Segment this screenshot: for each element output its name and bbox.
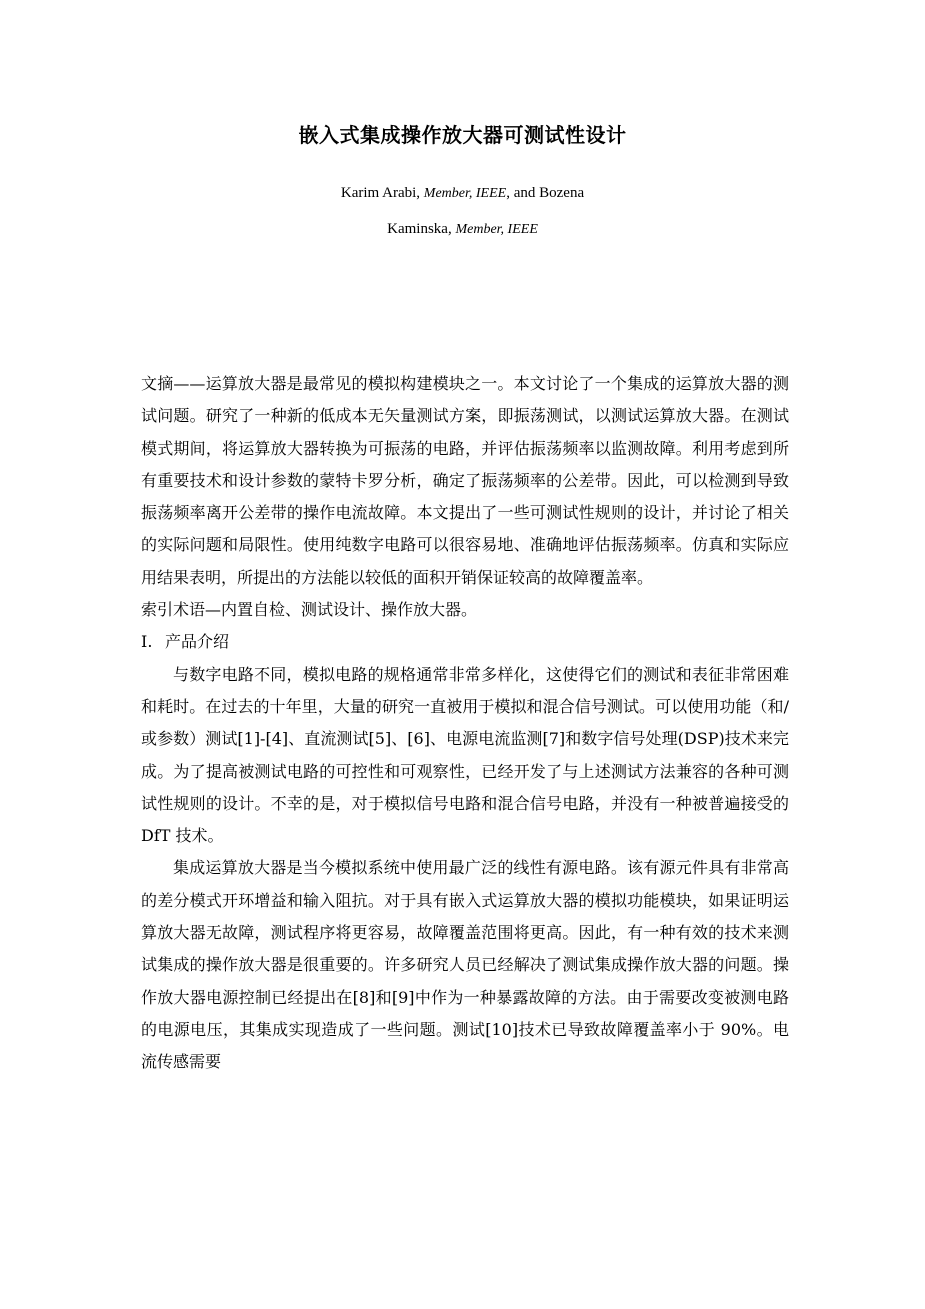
- author-2-affiliation: Member, IEEE: [455, 222, 538, 237]
- index-terms: 索引术语—内置自检、测试设计、操作放大器。: [141, 600, 478, 620]
- abstract: 文摘——运算放大器是最常见的模拟构建模块之一。本文讨论了一个集成的运算放大器的测试问题。研究了一种新的低成本无矢量测试方案，即振荡测试，以测试运算放大器。在测试模式期间，将运算放大器转换为可振荡的电路，并评估振荡频率以监测故障。利用考虑到所有重要技术和设计参数的蒙特卡罗分析，确定了振荡频率的公差带。因此，可以检测到导致振荡频率离开公差带的操作电流故障。本文提出了一些可测试性规则的设计，并讨论了相关的实际问题和局限性。使用纯数字电路可以很容易地、准确地评估振荡频率。仿真和实际应用结果表明，所提出的方法能以较低的面积开销保证较高的故障覆盖率。: [141, 374, 789, 587]
- author-line-2: [0, 219, 925, 240]
- section-number: I.: [141, 632, 153, 652]
- paper-title: 嵌入式集成操作放大器可测试性设计: [298, 123, 627, 147]
- author-1-name: Karim Arabi,: [340, 185, 424, 201]
- author-line-1: [0, 183, 925, 204]
- section-title: 产品介绍: [165, 632, 230, 652]
- author-1-affiliation: Member, IEEE: [423, 186, 507, 201]
- paragraph-2: 集成运算放大器是当今模拟系统中使用最广泛的线性有源电路。该有源元件具有非常高的差分模式开环增益和输入阻抗。对于具有嵌入式运算放大器的模拟功能模块，如果证明运算放大器无故障，测试程序将更容易，故障覆盖范围将更高。因此，有一种有效的技术来测试集成的操作放大器是很重要的。许多研究人员已经解决了测试集成操作放大器的问题。操作放大器电源控制已经提出在[8]和[9]中作为一种暴露故障的方法。由于需要改变被测电路的电源电压，其集成实现造成了一些问题。测试[10]技术已导致故障覆盖率小于 90%。电流传感需要: [141, 858, 789, 1072]
- paragraph-1: 与数字电路不同，模拟电路的规格通常非常多样化，这使得它们的测试和表征非常困难和耗时。在过去的十年里，大量的研究一直被用于模拟和混合信号测试。可以使用功能（和/或参数）测试[1]-[4]、直流测试[5]、[6]、电源电流监测[7]和数字信号处理(DSP)技术来完成。为了提高被测试电路的可控性和可观察性，已经开发了与上述测试方法兼容的各种可测试性规则的设计。不幸的是，对于模拟信号电路和混合信号电路，并没有一种被普遍接受的 DfT 技术。: [141, 664, 789, 846]
- author-conjunction: , and Bozena: [506, 185, 585, 201]
- paper-body: [141, 368, 789, 1079]
- author-2-name: Kaminska,: [387, 221, 456, 237]
- section-heading: [141, 626, 789, 658]
